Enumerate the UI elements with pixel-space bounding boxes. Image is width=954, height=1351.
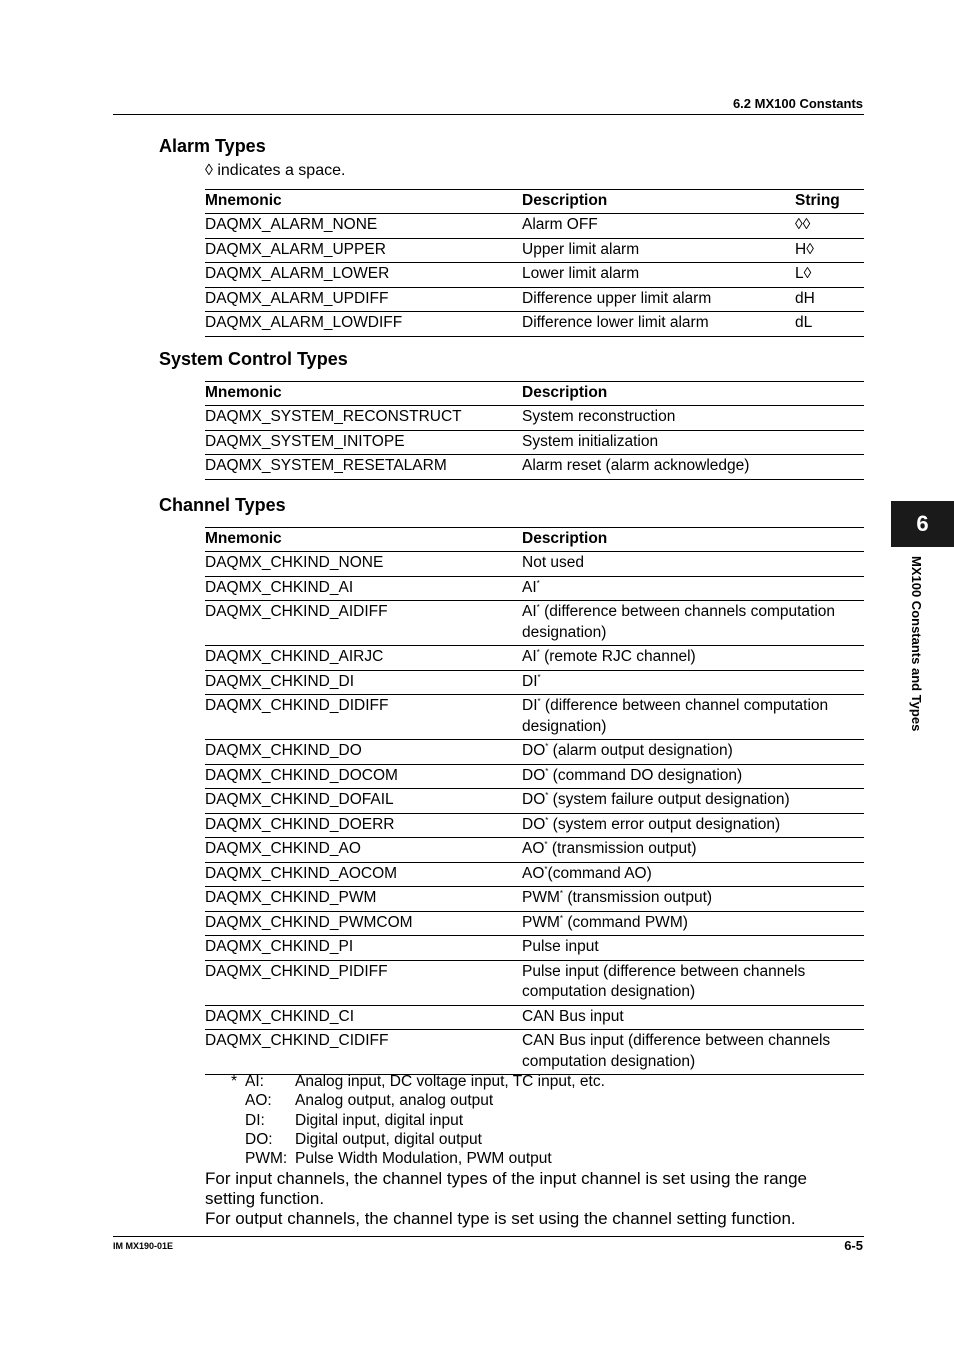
paragraph: For output channels, the channel type is set using the channel setting function. — [205, 1209, 796, 1228]
description-text: DI — [522, 697, 538, 714]
mnemonic-cell: DAQMX_CHKIND_PWMCOM — [205, 911, 522, 936]
description-cell — [522, 670, 864, 695]
chapter-side-label — [910, 556, 926, 756]
description-cell: Lower limit alarm — [522, 263, 795, 288]
description-text: CAN Bus input (difference between channels computation designation) — [522, 1032, 831, 1070]
col-header: Mnemonic — [205, 190, 522, 214]
mnemonic-cell: DAQMX_CHKIND_DI — [205, 670, 522, 695]
table-row — [205, 764, 864, 789]
mnemonic-cell: DAQMX_CHKIND_PI — [205, 936, 522, 961]
chapter-tab — [891, 501, 954, 547]
table-row — [205, 406, 864, 431]
description-cell: System initialization — [522, 430, 864, 455]
table-row — [205, 862, 864, 887]
description-detail: (system failure output designation) — [548, 791, 790, 808]
description-cell — [522, 552, 864, 577]
mnemonic-cell: DAQMX_SYSTEM_RESETALARM — [205, 455, 522, 480]
string-cell: dH — [795, 287, 864, 312]
footnote-marker: * — [544, 864, 548, 874]
table-row — [205, 601, 864, 646]
description-cell — [522, 936, 864, 961]
col-header: String — [795, 190, 864, 214]
footnote-item — [231, 1149, 605, 1168]
mnemonic-cell: DAQMX_SYSTEM_INITOPE — [205, 430, 522, 455]
table-row — [205, 455, 864, 480]
mnemonic-cell: DAQMX_CHKIND_AO — [205, 838, 522, 863]
mnemonic-cell: DAQMX_CHKIND_DOCOM — [205, 764, 522, 789]
description-text: DI — [522, 672, 538, 690]
footnote-marker: * — [544, 840, 548, 849]
description-detail: (alarm output designation) — [548, 742, 733, 759]
footnote-marker: * — [536, 578, 540, 588]
description-cell — [522, 789, 864, 814]
mnemonic-cell: DAQMX_ALARM_LOWDIFF — [205, 312, 522, 337]
footnote — [231, 1072, 605, 1168]
description-cell: Upper limit alarm — [522, 238, 795, 263]
footnote-marker: * — [545, 766, 549, 776]
description-cell — [522, 740, 864, 765]
mnemonic-cell: DAQMX_ALARM_UPPER — [205, 238, 522, 263]
table-row — [205, 1005, 864, 1030]
abbreviation-meaning: Analog input, DC voltage input, TC input, etc. — [295, 1073, 605, 1090]
description-cell — [522, 887, 864, 912]
description-cell — [522, 862, 864, 887]
table-row — [205, 1030, 864, 1075]
footnote-marker: * — [559, 913, 564, 923]
table-row — [205, 312, 864, 337]
system-control-types-table — [205, 381, 864, 480]
mnemonic-cell: DAQMX_CHKIND_DO — [205, 740, 522, 765]
description-text: AI — [522, 648, 537, 665]
description-text: DO — [522, 815, 546, 833]
mnemonic-cell: DAQMX_CHKIND_PIDIFF — [205, 960, 522, 1005]
mnemonic-cell: DAQMX_CHKIND_AIDIFF — [205, 601, 522, 646]
footnote-marker: * — [537, 672, 541, 682]
footnote-marker: * — [536, 648, 540, 657]
channel-types-table — [205, 527, 864, 1075]
description-detail: (difference between channels computation designation) — [522, 603, 836, 641]
table-row — [205, 813, 864, 838]
string-cell: H◊ — [795, 238, 864, 263]
description-cell — [522, 838, 864, 863]
running-header: 6.2 MX100 Constants — [732, 96, 863, 111]
description-cell: Difference lower limit alarm — [522, 312, 795, 337]
alarm-types-table — [205, 189, 864, 337]
system-control-types-title: System Control Types — [159, 349, 348, 369]
table-row — [205, 740, 864, 765]
table-row — [205, 887, 864, 912]
abbreviation-meaning: Digital output, digital output — [295, 1130, 482, 1148]
space-note: ◊ indicates a space. — [205, 162, 346, 179]
footnote-indent — [231, 1111, 245, 1130]
footnote-marker: * — [559, 889, 564, 898]
table-row — [205, 552, 864, 577]
footnote-marker: * — [545, 815, 549, 825]
description-cell — [522, 695, 864, 740]
chapter-side-text: MX100 Constants and Types — [909, 556, 924, 732]
col-header: Description — [522, 528, 864, 552]
col-header: Mnemonic — [205, 382, 522, 406]
description-detail: (difference between channel computation designation) — [522, 697, 829, 735]
description-cell — [522, 813, 864, 838]
table-row — [205, 838, 864, 863]
abbreviation: AI: — [245, 1073, 264, 1090]
table-row — [205, 695, 864, 740]
footnote-marker: * — [545, 742, 549, 751]
footnote-star: * — [231, 1073, 238, 1090]
col-header: Mnemonic — [205, 528, 522, 552]
description-cell — [522, 960, 864, 1005]
table-header-row — [205, 382, 864, 406]
table-row — [205, 911, 864, 936]
description-text: AO — [522, 864, 545, 882]
document-id: IM MX190-01E — [113, 1241, 174, 1251]
mnemonic-cell: DAQMX_CHKIND_DIDIFF — [205, 695, 522, 740]
footnote-item — [231, 1091, 605, 1110]
table-header-row — [205, 528, 864, 552]
abbreviation: DO: — [245, 1130, 273, 1148]
channel-types-title: Channel Types — [159, 495, 286, 515]
mnemonic-cell: DAQMX_ALARM_NONE — [205, 214, 522, 239]
description-cell: Alarm OFF — [522, 214, 795, 239]
mnemonic-cell: DAQMX_CHKIND_CIDIFF — [205, 1030, 522, 1075]
string-cell: dL — [795, 312, 864, 337]
header-rule — [113, 114, 864, 115]
paragraph: For input channels, the channel types of the input channel is set using the range setting function. — [205, 1169, 808, 1208]
abbreviation: DI: — [245, 1111, 265, 1129]
description-cell — [522, 764, 864, 789]
table-row — [205, 960, 864, 1005]
footnote-marker: * — [537, 697, 541, 706]
footnote-item — [231, 1111, 605, 1130]
page-number: 6-5 — [844, 1238, 863, 1253]
description-cell — [522, 576, 864, 601]
abbreviation-meaning: Digital input, digital input — [295, 1111, 464, 1129]
description-text: PWM — [522, 889, 560, 906]
abbreviation-meaning: Analog output, analog output — [295, 1092, 494, 1110]
table-row — [205, 238, 864, 263]
table-row — [205, 936, 864, 961]
footnote-indent — [231, 1130, 245, 1149]
table-row — [205, 214, 864, 239]
description-cell: Difference upper limit alarm — [522, 287, 795, 312]
description-detail: (remote RJC channel) — [539, 648, 696, 665]
description-text: Pulse input (difference between channels computation designation) — [522, 962, 806, 1000]
mnemonic-cell: DAQMX_CHKIND_AIRJC — [205, 646, 522, 671]
table-row — [205, 670, 864, 695]
description-detail: (command PWM) — [563, 913, 688, 931]
description-detail: (transmission output) — [563, 889, 713, 906]
description-text: Pulse input — [522, 938, 599, 955]
description-text: DO — [522, 766, 546, 784]
mnemonic-cell: DAQMX_CHKIND_CI — [205, 1005, 522, 1030]
mnemonic-cell: DAQMX_ALARM_LOWER — [205, 263, 522, 288]
description-text: Not used — [522, 554, 585, 571]
alarm-types-title: Alarm Types — [159, 136, 266, 156]
table-row — [205, 263, 864, 288]
mnemonic-cell: DAQMX_CHKIND_AOCOM — [205, 862, 522, 887]
description-text: AI — [522, 603, 537, 620]
footnote-marker: * — [536, 603, 540, 612]
chapter-number: 6 — [916, 511, 929, 536]
mnemonic-cell: DAQMX_ALARM_UPDIFF — [205, 287, 522, 312]
footnote-marker: * — [545, 791, 549, 800]
table-row — [205, 430, 864, 455]
description-cell — [522, 601, 864, 646]
description-detail: (transmission output) — [547, 840, 697, 857]
table-row — [205, 287, 864, 312]
mnemonic-cell: DAQMX_CHKIND_NONE — [205, 552, 522, 577]
description-detail: (command AO) — [547, 864, 652, 882]
description-text: DO — [522, 742, 546, 759]
description-cell — [522, 1005, 864, 1030]
description-text: DO — [522, 791, 546, 808]
description-text: PWM — [522, 913, 560, 931]
table-row — [205, 789, 864, 814]
description-detail: (system error output designation) — [548, 815, 781, 833]
abbreviation: AO: — [245, 1092, 272, 1110]
footnote-indent — [231, 1149, 245, 1168]
string-cell: ◊◊ — [795, 214, 864, 239]
description-text: AO — [522, 840, 545, 857]
abbreviation-meaning: Pulse Width Modulation, PWM output — [295, 1150, 552, 1168]
description-cell — [522, 911, 864, 936]
col-header: Description — [522, 382, 864, 406]
table-row — [205, 646, 864, 671]
table-row — [205, 576, 864, 601]
mnemonic-cell: DAQMX_CHKIND_DOERR — [205, 813, 522, 838]
footnote-indent — [231, 1091, 245, 1110]
mnemonic-cell: DAQMX_CHKIND_AI — [205, 576, 522, 601]
table-header-row — [205, 190, 864, 214]
description-cell: Alarm reset (alarm acknowledge) — [522, 455, 864, 480]
footnote-item — [231, 1072, 605, 1091]
description-detail: (command DO designation) — [548, 766, 743, 784]
description-cell — [522, 646, 864, 671]
description-cell: System reconstruction — [522, 406, 864, 431]
string-cell: L◊ — [795, 263, 864, 288]
description-text: AI — [522, 578, 537, 596]
footer-rule — [113, 1236, 864, 1237]
footnote-item — [231, 1130, 605, 1149]
abbreviation: PWM: — [245, 1150, 288, 1168]
mnemonic-cell: DAQMX_SYSTEM_RECONSTRUCT — [205, 406, 522, 431]
mnemonic-cell: DAQMX_CHKIND_PWM — [205, 887, 522, 912]
description-cell — [522, 1030, 864, 1075]
col-header: Description — [522, 190, 795, 214]
mnemonic-cell: DAQMX_CHKIND_DOFAIL — [205, 789, 522, 814]
description-text: CAN Bus input — [522, 1007, 624, 1025]
